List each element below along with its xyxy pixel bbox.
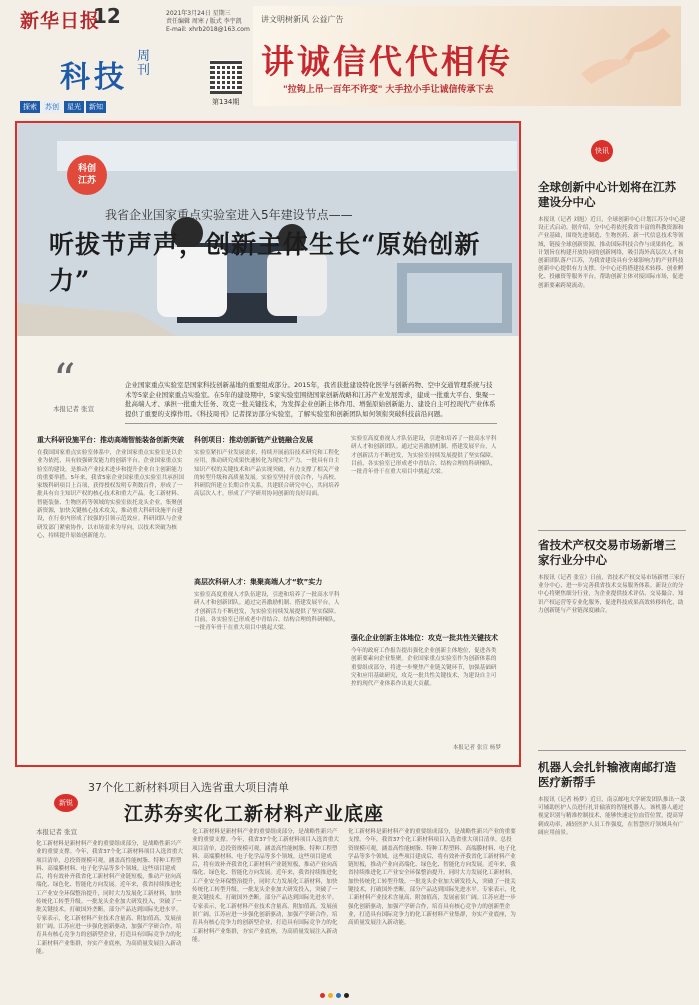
nav-tab-knowledge[interactable]: 新知: [86, 101, 106, 113]
article-column-2: [194, 435, 342, 741]
public-service-ad[interactable]: [253, 6, 681, 106]
body-text-3b: 实验室高度重视人才队伍建设，引进和培养了一批高水平科研人才和创新团队。通过完善激励机制、搭建发展平台，人才创新活力不断迸发，为实验室持续发展提供了坚实保障。目前，各实验室已形成老中青结合、结构合理的科研梯队，一批青年骨干在重大项目中挑起大梁。: [351, 436, 497, 476]
subhead-1: 重大科研设施平台：推动高端智能装备创新突破: [37, 436, 184, 444]
print-color-marks: [320, 993, 349, 998]
color-mark-blue: [336, 993, 341, 998]
article-column-1: [37, 435, 185, 754]
flash-item-2-title[interactable]: 省技术产权交易市场新增三家行业分中心: [538, 538, 676, 567]
color-mark-red: [320, 993, 325, 998]
lead-divider: [125, 423, 497, 424]
flash-item-2[interactable]: [538, 538, 686, 754]
second-body-col-1: 化工新材料是新材料产业的重要组成部分，是战略性新兴产业的重要支撑。今年，我省37个化工新材料项目入选省重大项目清单，总投资规模可观，涵盖高性能树脂、特种工程塑料、高端膜材料、电子化学品等多个领域。这些项目建成后，将有效补齐我省化工新材料产业链短板，推动产业向高端化、绿色化、智能化方向发展。近年来，我省持续推进化工产业安全环保整治提升，同时大力发展化工新材料，加快传统化工转型升级。一批龙头企业加大研发投入，突破了一批关键技术，打破国外垄断，部分产品达到国际先进水平。专家表示，化工新材料产业技术含量高、附加值高，发展前景广阔。江苏应进一步强化创新驱动，加强产学研合作，培育具有核心竞争力的创新型企业，打造具有国际竞争力的化工新材料产业集群，夯实产业底座，为高质量发展注入新动能。: [36, 841, 183, 955]
flash-divider-1: [538, 530, 686, 531]
flash-item-1-text: 本报讯（记者 刘旭）近日，全球创新中心计划江苏分中心建设正式启动。据介绍，分中心将依托我省丰富的科教资源和产业基础，围绕先进制造、生物医药、新一代信息技术等领域，链接全球创新资源，推动国际科技合作与成果转化。该计划旨在构建开放协同的创新网络，吸引海外高层次人才和创新团队落户江苏，为我省建设具有全球影响力的产业科技创新中心提供有力支撑。分中心还将搭建技术转移、创业孵化、投融资等服务平台，帮助创新主体对接国际市场，促进创新要素跨境流动。: [538, 217, 686, 289]
section-suffix: 周刊: [137, 49, 151, 78]
kechuang-jiangsu-badge: [67, 155, 107, 195]
color-mark-yellow: [328, 993, 333, 998]
second-body-col-2: 化工新材料是新材料产业的重要组成部分，是战略性新兴产业的重要支撑。今年，我省37个化工新材料项目入选省重大项目清单，总投资规模可观，涵盖高性能树脂、特种工程塑料、高端膜材料、电子化学品等多个领域。这些项目建成后，将有效补齐我省化工新材料产业链短板，推动产业向高端化、绿色化、智能化方向发展。近年来，我省持续推进化工产业安全环保整治提升，同时大力发展化工新材料，加快传统化工转型升级。一批龙头企业加大研发投入，突破了一批关键技术，打破国外垄断，部分产品达到国际先进水平。专家表示，化工新材料产业技术含量高、附加值高，发展前景广阔。江苏应进一步强化创新驱动，加强产学研合作，培育具有核心竞争力的创新型企业，打造具有国际竞争力的化工新材料产业集群，夯实产业底座，为高质量发展注入新动能。: [192, 829, 339, 943]
page-number: 12: [93, 4, 121, 28]
flash-item-3[interactable]: [538, 760, 686, 986]
body-text-3: 实验室高度重视人才队伍建设，引进和培养了一批高水平科研人才和创新团队。通过完善激励机制、搭建发展平台，人才创新活力不断迸发，为实验室持续发展提供了坚实保障。目前，各实验室已形成老中青结合、结构合理的科研梯队，一批青年骨干在重大项目中挑起大梁。: [194, 592, 340, 632]
ad-title: 讲诚信代代相传: [261, 42, 513, 81]
lead-kicker: 我省企业国家重点实验室进入5年建设节点——: [105, 208, 353, 222]
flash-item-1[interactable]: [538, 180, 686, 546]
badge-line-2: 江苏: [77, 176, 96, 186]
lead-story[interactable]: [15, 121, 521, 767]
flash-item-3-text: 本报讯（记者 杨梦）近日，南京邮电大学研发团队推出一款可辅助医护人员进行扎针输液的智能机器人。该机器人通过视觉识别与精准控制技术，能够快速定位血管位置，提高穿刺成功率，减轻医护人员工作强度，在智慧医疗领域具有广阔应用前景。: [538, 797, 686, 836]
flash-item-2-text: 本报讯（记者 张宣）日前，省技术产权交易市场新增三家行业分中心，进一步完善我省技术交易服务体系。新设立的分中心将聚焦细分行业，为企业提供技术评估、交易撮合、知识产权运营等专业化服务，促进科技成果高效转移转化，助力创新链与产业链深度融合。: [538, 575, 686, 614]
flash-divider-2: [538, 750, 686, 751]
lead-reporter: 本报记者 张宣: [53, 405, 95, 413]
qr-code-icon[interactable]: [210, 60, 242, 94]
meta-date: 2021年3月24日 星期三: [166, 10, 231, 17]
lead-byline-end: 本报记者 张宣 杨梦: [452, 745, 501, 751]
meta-editor: 责任编辑 周寒 / 版式 李宇凯: [166, 18, 242, 25]
second-headline[interactable]: 江苏夯实化工新材料产业底座: [124, 803, 385, 825]
newspaper-logo: 新华日报: [20, 10, 101, 32]
subhead-3: 高层次科研人才：集聚高端人才“软”实力: [194, 578, 323, 586]
second-body-col-3: 化工新材料是新材料产业的重要组成部分，是战略性新兴产业的重要支撑。今年，我省37个化工新材料项目入选省重大项目清单，总投资规模可观，涵盖高性能树脂、特种工程塑料、高端膜材料、电子化学品等多个领域。这些项目建成后，将有效补齐我省化工新材料产业链短板，推动产业向高端化、绿色化、智能化方向发展。近年来，我省持续推进化工产业安全环保整治提升，同时大力发展化工新材料，加快传统化工转型升级。一批龙头企业加大研发投入，突破了一批关键技术，打破国外垄断，部分产品达到国际先进水平。专家表示，化工新材料产业技术含量高、附加值高，发展前景广阔。江苏应进一步强化创新驱动，加强产学研合作，培育具有核心竞争力的创新型企业，打造具有国际竞争力的化工新材料产业集群，夯实产业底座，为高质量发展注入新动能。: [348, 829, 516, 927]
flash-item-3-title[interactable]: 机器人会扎针输液南邮打造医疗新帮手: [538, 760, 676, 789]
flash-badge: 快讯: [591, 140, 613, 162]
section-title: 科技: [60, 60, 128, 95]
meta-email: E-mail: xhrb2018@163.com: [166, 26, 250, 33]
news-flash-column: [538, 120, 686, 990]
ad-subtitle: "拉钩上吊一百年不许变" 大手拉小手让诚信传承下去: [283, 85, 494, 95]
lead-headline[interactable]: 听拔节声声，创新主体生长“原始创新力”: [49, 230, 481, 295]
new-badge: 新锐: [54, 794, 78, 812]
nav-tab-suchuang[interactable]: 苏创: [42, 101, 62, 113]
body-text-2: 实验室紧扣产业发展需求，持续开展前沿技术研究和工程化应用，推动研究成果快速转化为现实生产力。一批具有自主知识产权的关键技术和产品实现突破，有力支撑了相关产业的转型升级和高质量发展。实验室坚持开放合作，与高校、科研院所建立长期合作关系，共建联合研究中心，共同培养高层次人才，形成了产学研用协同创新的良好局面。: [194, 450, 340, 498]
hero-photo: [17, 123, 519, 336]
nav-tab-explore[interactable]: 探索: [20, 101, 40, 113]
ad-tag: 讲文明树新风 公益广告: [261, 15, 344, 24]
article-column-3: [351, 435, 501, 752]
subhead-4: 强化企业创新主体地位：攻克一批共性关键技术: [351, 634, 498, 642]
flash-item-1-title[interactable]: 全球创新中心计划将在江苏建设分中心: [538, 180, 676, 209]
body-text-1: 在我国国家重点实验室体系中，企业国家重点实验室是以企业为依托、具有较强研发能力的创新平台。企业国家重点实验室的建设，是推动产业技术进步和提升企业自主创新能力的重要举措。5年来，我省5家企业国家重点实验室共承担国家级科研项目上百项，获得授权发明专利数百件，形成了一批具有自主知识产权的核心技术和重大产品。化工新材料、智能装备、生物医药等领域的实验室依托龙头企业，集聚创新资源，加快关键核心技术攻关，推动重大科研设施平台建设，在行业内形成了较强的引领示范效应。科研团队与企业研发部门紧密协作，以市场需求为导向，以技术突破为核心，持续提升原始创新能力。: [37, 450, 184, 539]
page-meta: [166, 10, 256, 34]
subhead-2: 科创项目：推动创新链产业链融合发展: [194, 436, 313, 444]
pinky-promise-hands-icon: [581, 26, 671, 86]
quote-mark-icon: “: [53, 355, 76, 406]
body-text-4: 今年的政府工作报告提出强化企业创新主体地位，促进各类创新要素向企业集聚。企业国家重点实验室作为创新体系的重要组成部分，将进一步聚焦产业链关键环节，加强基础研究和应用基础研究，攻克一批共性关键技术，为建设自主可控的现代产业体系作出更大贡献。: [351, 648, 497, 688]
badge-line-1: 科创: [77, 164, 96, 174]
color-mark-black: [344, 993, 349, 998]
second-reporter: 本报记者 张宣: [36, 828, 78, 836]
section-nav: [20, 101, 106, 113]
second-kicker: 37个化工新材料项目入选省重大项目清单: [88, 781, 289, 794]
nav-tab-starlight[interactable]: 星光: [64, 101, 84, 113]
lead-paragraph: 企业国家重点实验室是国家科技创新基地的重要组成部分。2015年，我省获批建设特化医学与创新药物、空中交通管理系统与技术等5家企业国家重点实验室。在5年的建设期中，5家实验室围绕国家创新战略和江苏产业发展需求，建成一批重大平台、集聚一批高端人才、承担一批重大任务、攻克一批关键技术，为发挥企业创新主体作用、增强原始创新能力、建设自主可控现代产业体系提供了重要的支撑作用。《科技周刊》记者探访部分实验室，了解实验室和创新团队如何领衔突破科技前沿问题。: [125, 381, 496, 418]
issue-number: 第134期: [212, 98, 240, 106]
